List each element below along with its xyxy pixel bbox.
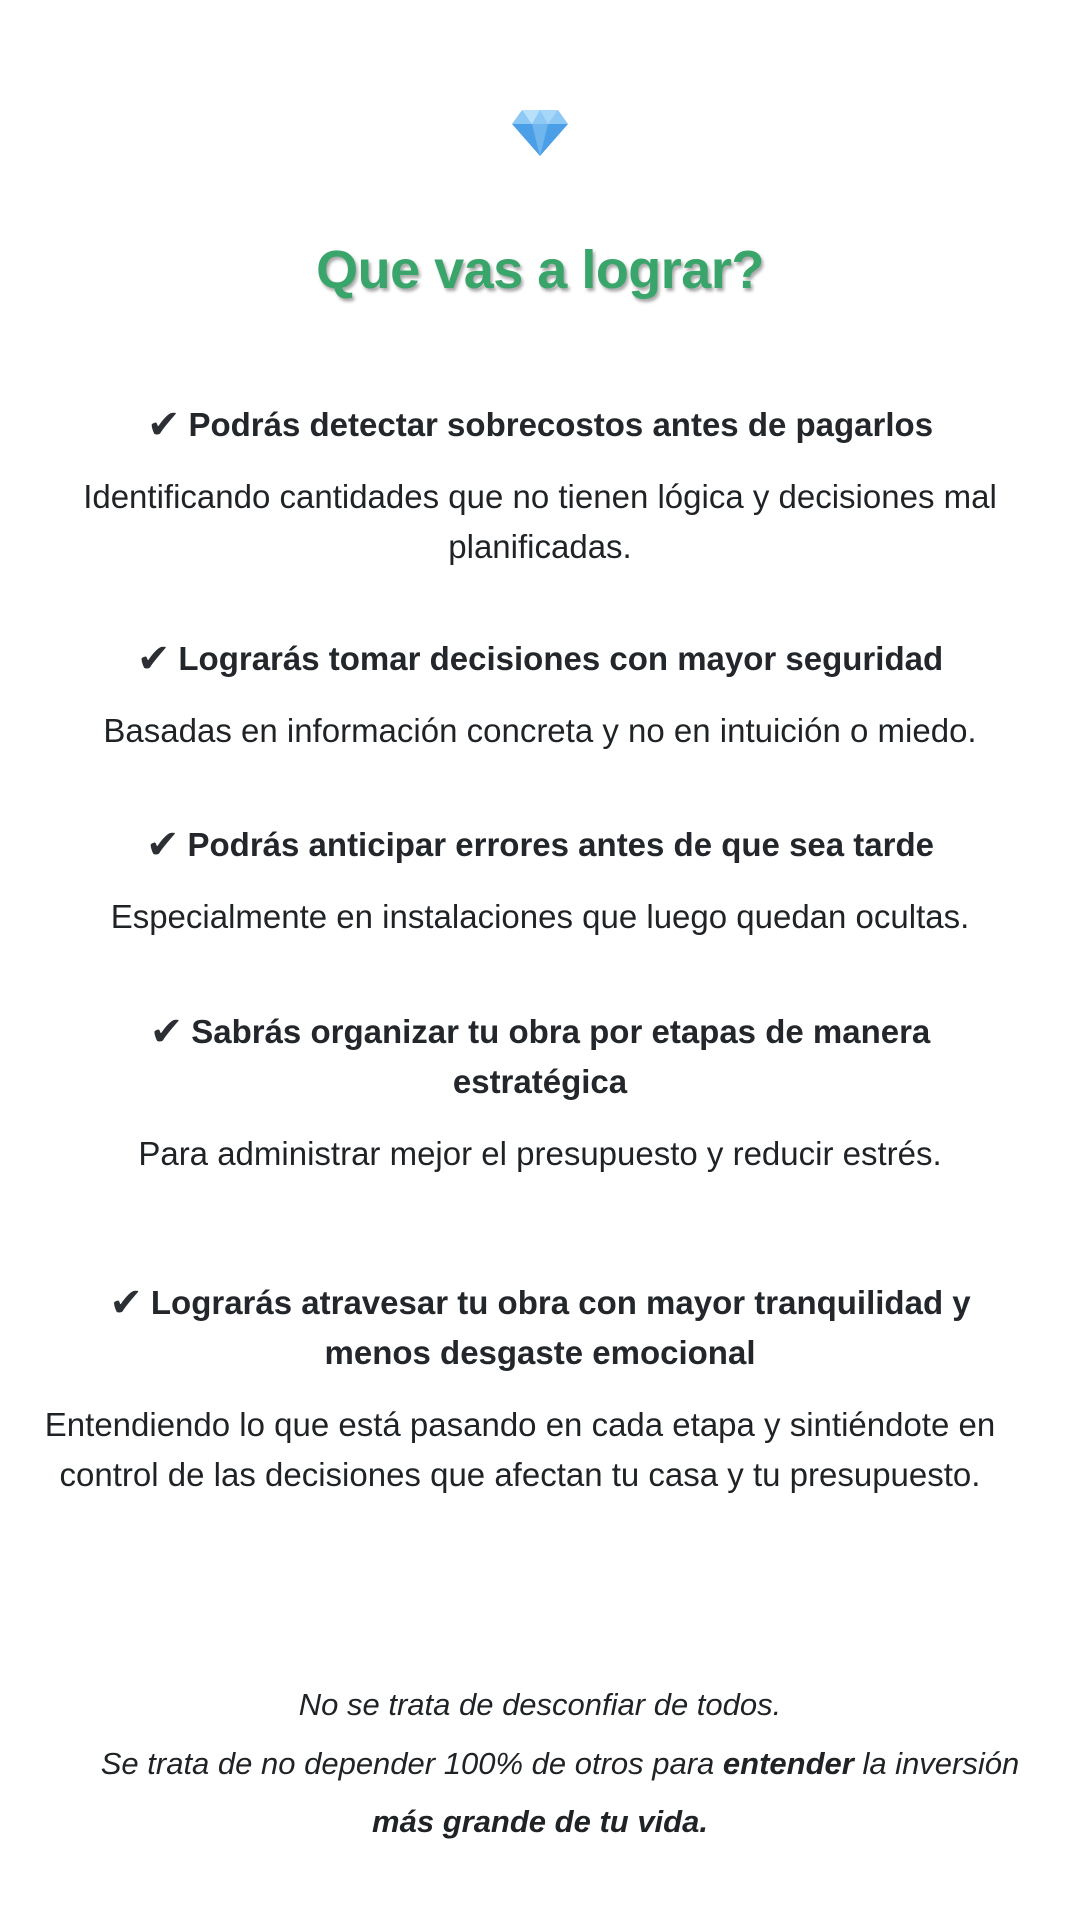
benefit-heading xyxy=(60,634,1020,684)
benefit-description: Especialmente en instalaciones que luego quedan ocultas. xyxy=(110,898,970,935)
benefit-description: Para administrar mejor el presupuesto y reducir estrés. xyxy=(138,1135,942,1172)
benefit-heading-text: Podrás anticipar errores antes de que sea tarde xyxy=(187,826,934,863)
benefit-description: Basadas en información concreta y no en intuición o miedo. xyxy=(103,712,977,749)
checkmark-icon: ✔ xyxy=(109,1281,143,1325)
closing-line-2-start: Se trata de no depender 100% de otros para xyxy=(100,1746,723,1781)
closing-line-3 xyxy=(60,1793,1020,1851)
checkmark-icon: ✔ xyxy=(146,403,181,447)
benefit-heading-text: Lograrás atravesar tu obra con mayor tranquilidad y menos desgaste emocional xyxy=(150,1284,971,1371)
benefit-heading-text: Sabrás organizar tu obra por etapas de manera estratégica xyxy=(191,1013,931,1100)
closing-line-2-end: la inversión xyxy=(853,1746,1020,1781)
benefit-heading-text: Lograrás tomar decisiones con mayor seguridad xyxy=(178,640,944,677)
page-title: Que vas a lograr? xyxy=(316,240,764,300)
benefit-heading-text: Podrás detectar sobrecostos antes de pagarlos xyxy=(188,406,934,443)
closing-emphasis-2: más grande de tu vida. xyxy=(372,1804,708,1839)
closing-emphasis: entender xyxy=(722,1746,854,1781)
checkmark-icon: ✔ xyxy=(146,823,180,867)
benefit-description: Identificando cantidades que no tienen lógica y decisiones mal planificadas. xyxy=(83,478,997,565)
closing-line-1: No se trata de desconfiar de todos. xyxy=(298,1687,782,1722)
benefit-heading xyxy=(110,1007,970,1107)
checkmark-icon: ✔ xyxy=(149,1010,184,1054)
benefit-heading xyxy=(60,400,1020,450)
checkmark-icon: ✔ xyxy=(136,637,171,681)
benefit-description: Entendiendo lo que está pasando en cada etapa y sintiéndote en control de las decisiones que afectan tu casa y tu presupuesto. xyxy=(44,1406,996,1493)
diamond-icon xyxy=(512,108,568,156)
benefit-heading xyxy=(60,820,1020,870)
benefit-heading xyxy=(70,1278,1010,1378)
closing-line-2 xyxy=(40,1735,1080,1793)
